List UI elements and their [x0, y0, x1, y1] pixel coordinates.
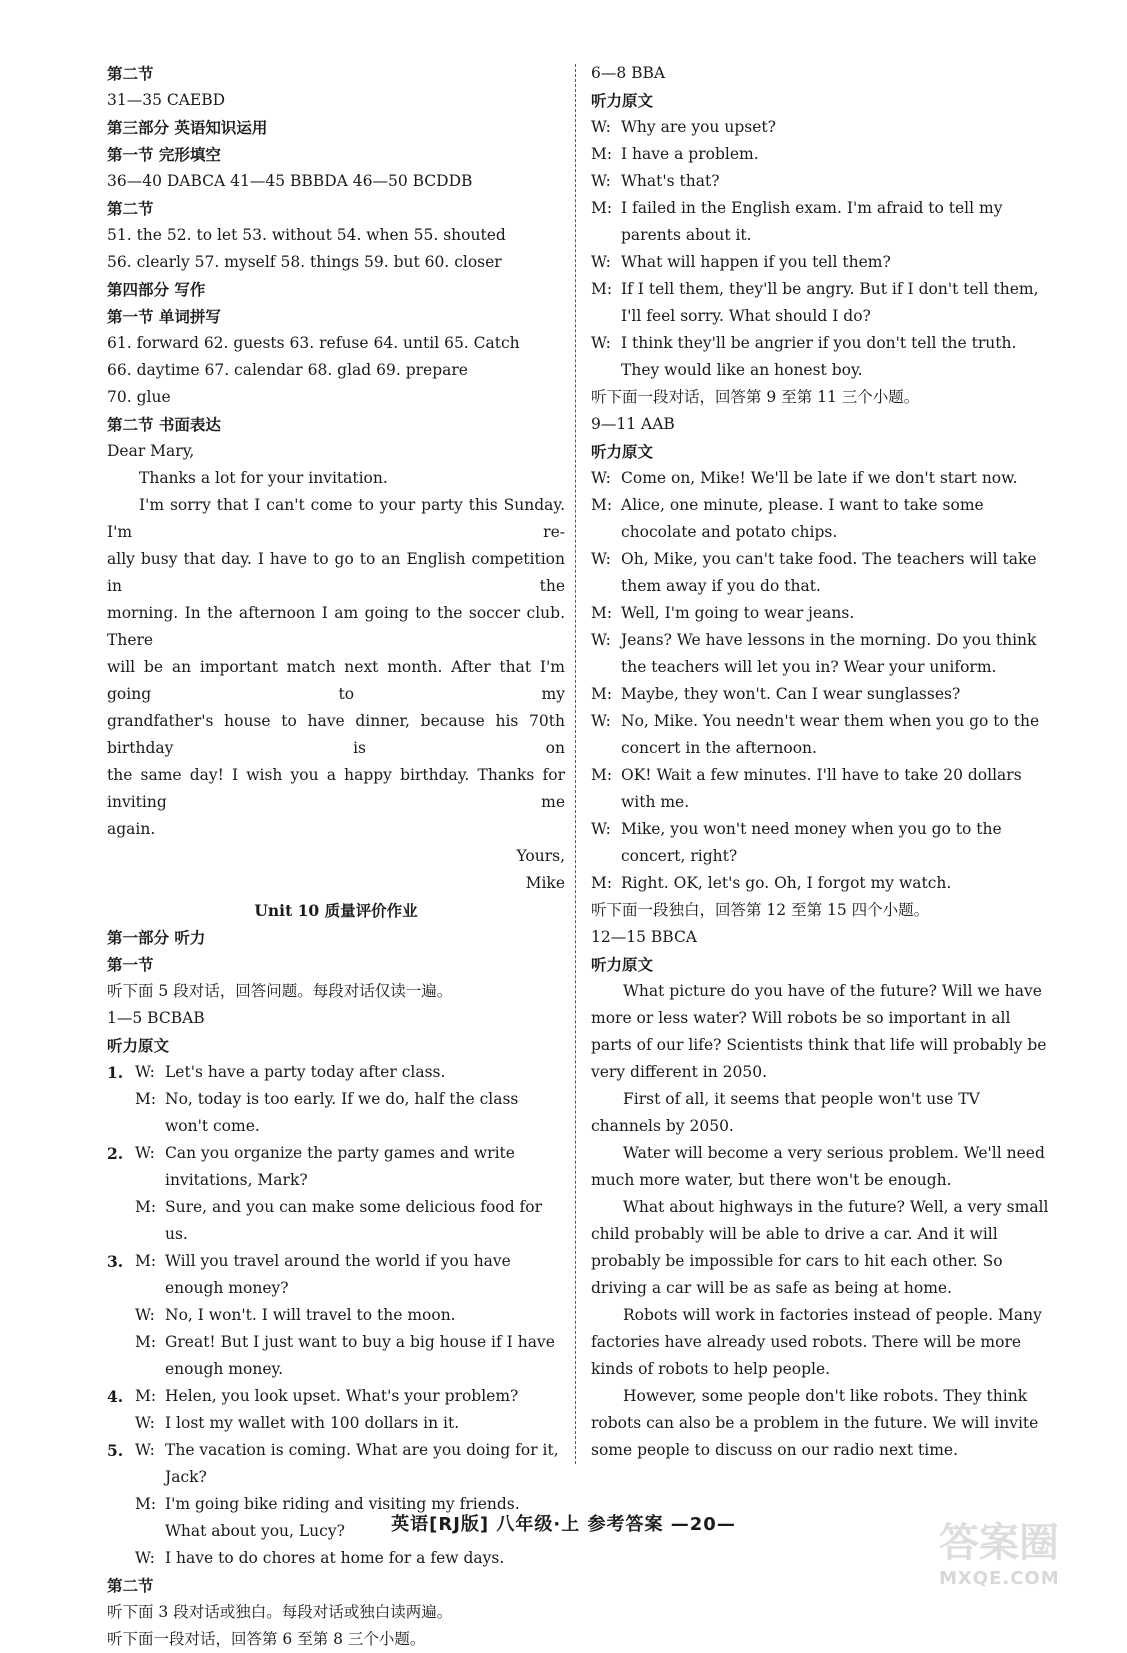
dialog-text: No, today is too early. If we do, half the class won't come. [165, 1090, 519, 1135]
speaker-label: W: [135, 1144, 155, 1162]
speaker-label: M: [591, 145, 613, 163]
letter-line: will be an important match next month. After that I'm going to my [107, 658, 565, 703]
answer-line: 6—8 BBA [591, 64, 666, 82]
speaker-label: M: [591, 766, 613, 784]
transcript-heading: 听力原文 [591, 955, 654, 974]
speaker-label: M: [591, 604, 613, 622]
dialog-number: 1. [107, 1063, 124, 1082]
answer-line: 56. clearly 57. myself 58. things 59. but 60. closer [107, 253, 502, 271]
speaker-label: M: [591, 685, 613, 703]
section-heading: 第二节 [107, 64, 154, 83]
speaker-label: W: [135, 1441, 155, 1459]
dialog-line [135, 1383, 565, 1410]
letter-signature: Mike [525, 874, 565, 892]
monologue-paragraph: Robots will work in factories instead of people. Many factories have already used robots. There will be more kinds of robots to help people. [591, 1306, 1042, 1378]
unit-title: Unit 10 质量评价作业 [254, 901, 418, 920]
dialog-number [107, 1545, 135, 1572]
dialog-line [135, 1194, 565, 1248]
dialog-text: I think they'll be angrier if you don't tell the truth. They would like an honest boy. [621, 334, 1017, 379]
dialog-text: Oh, Mike, you can't take food. The teachers will take them away if you do that. [621, 550, 1037, 595]
speaker-label: M: [591, 199, 613, 217]
speaker-label: M: [591, 280, 613, 298]
speaker-label: W: [591, 820, 611, 838]
dialog-text: I have to do chores at home for a few days. [165, 1549, 505, 1567]
dialog-line [107, 1059, 565, 1086]
dialog-line [591, 627, 1051, 681]
dialog-number [107, 1302, 135, 1329]
monologue-paragraph: However, some people don't like robots. They think robots can also be a problem in the future. We will invite some people to discuss on our radio next time. [591, 1387, 1039, 1459]
dialog-line [135, 1302, 565, 1329]
speaker-label: M: [135, 1387, 157, 1405]
speaker-label: M: [135, 1198, 157, 1216]
dialog-line [591, 168, 1051, 195]
speaker-label: W: [591, 172, 611, 190]
dialog-text: If I tell them, they'll be angry. But if I don't tell them, I'll feel sorry. What should I do? [621, 280, 1039, 325]
speaker-label: W: [591, 469, 611, 487]
part-heading: 第三部分 英语知识运用 [107, 118, 268, 137]
section-heading: 第一节 完形填空 [107, 145, 221, 164]
dialog-line [591, 816, 1051, 870]
dialog-line [591, 330, 1051, 384]
dialog-text: Jeans? We have lessons in the morning. Do you think the teachers will let you in? Wear your uniform. [621, 631, 1037, 676]
answer-line: 36—40 DABCA 41—45 BBBDA 46—50 BCDDB [107, 172, 473, 190]
watermark-url: MXQE.COM [939, 1568, 1060, 1589]
letter-paragraph: Thanks a lot for your invitation. [139, 469, 388, 487]
dialog-line [591, 141, 1051, 168]
monologue-paragraph: What about highways in the future? Well, a very small child probably will be able to drive a car. And it will probably be impossible for cars to hit each other. So driving a car will be as safe as being at home. [591, 1198, 1049, 1297]
dialog-line [107, 1329, 565, 1383]
dialog-line [107, 1194, 565, 1248]
dialog-text: Can you organize the party games and write invitations, Mark? [165, 1144, 515, 1189]
dialog-text: No, I won't. I will travel to the moon. [165, 1306, 456, 1324]
page-footer: 英语[RJ版] 八年级·上 参考答案 —20— [391, 1514, 736, 1535]
section-heading: 第二节 [107, 1576, 154, 1595]
speaker-label: W: [135, 1549, 155, 1567]
dialog-text: Sure, and you can make some delicious food for us. [165, 1198, 543, 1243]
dialog-text: I'm going bike riding and visiting my friends. What about you, Lucy? [165, 1495, 520, 1540]
answer-line: 9—11 AAB [591, 415, 675, 433]
answer-line: 66. daytime 67. calendar 68. glad 69. prepare [107, 361, 468, 379]
speaker-label: W: [591, 550, 611, 568]
dialog-line [135, 1059, 565, 1086]
letter-line: morning. In the afternoon I am going to the soccer club. There [107, 604, 565, 649]
dialog-text: What will happen if you tell them? [621, 253, 891, 271]
speaker-label: W: [135, 1306, 155, 1324]
dialog-number [107, 1086, 135, 1140]
instruction: 听下面一段对话，回答第 6 至第 8 三个小题。 [107, 1630, 426, 1648]
letter-line: again. [107, 820, 156, 838]
dialog-line [107, 1302, 565, 1329]
speaker-label: M: [135, 1252, 157, 1270]
instruction: 听下面 3 段对话或独白。每段对话或独白读两遍。 [107, 1603, 453, 1621]
transcript-heading: 听力原文 [591, 442, 654, 461]
speaker-label: W: [591, 334, 611, 352]
dialog-text: The vacation is coming. What are you doing for it, Jack? [165, 1441, 559, 1486]
dialog-line [107, 1545, 565, 1572]
watermark-logo: 答案圈 [939, 1520, 1059, 1566]
dialog-number: 2. [107, 1144, 124, 1163]
dialog-line [135, 1086, 565, 1140]
transcript-heading: 听力原文 [107, 1036, 170, 1055]
dialog-text: I lost my wallet with 100 dollars in it. [165, 1414, 460, 1432]
dialog-line [107, 1437, 565, 1491]
dialog-line [107, 1383, 565, 1410]
dialog-line [591, 870, 1051, 897]
dialog-text: Mike, you won't need money when you go to the concert, right? [621, 820, 1002, 865]
speaker-label: M: [135, 1333, 157, 1351]
dialog-line [591, 762, 1051, 816]
dialog-line [591, 681, 1051, 708]
speaker-label: M: [591, 496, 613, 514]
dialog-number [107, 1410, 135, 1437]
section-heading: 第二节 书面表达 [107, 415, 221, 434]
speaker-label: W: [591, 712, 611, 730]
dialog-line [591, 492, 1051, 546]
instruction: 听下面一段对话，回答第 9 至第 11 三个小题。 [591, 388, 920, 406]
dialog-line [107, 1248, 565, 1302]
instruction: 听下面一段独白，回答第 12 至第 15 四个小题。 [591, 901, 930, 919]
dialog-number [107, 1329, 135, 1383]
section-heading: 第一节 单词拼写 [107, 307, 221, 326]
dialog-line [591, 708, 1051, 762]
letter-line: ally busy that day. I have to go to an English competition in the [107, 550, 565, 595]
section-heading: 第二节 [107, 199, 154, 218]
letter-closing: Yours, [516, 847, 565, 865]
dialog-line [135, 1329, 565, 1383]
speaker-label: M: [591, 874, 613, 892]
dialog-line [107, 1410, 565, 1437]
speaker-label: W: [135, 1063, 155, 1081]
monologue-paragraph: What picture do you have of the future? Will we have more or less water? Will robots be so important in all parts of our life? Scientists think that life will probably be very different in 2050. [591, 982, 1047, 1081]
letter-greeting: Dear Mary, [107, 442, 195, 460]
dialog-line [591, 195, 1051, 249]
dialog-text: What's that? [621, 172, 720, 190]
letter-line: I'm sorry that I can't come to your party this Sunday. I'm re- [107, 496, 565, 541]
dialog-line [591, 600, 1051, 627]
speaker-label: W: [591, 118, 611, 136]
dialog-line [591, 114, 1051, 141]
dialog-text: Why are you upset? [621, 118, 776, 136]
answer-line: 1—5 BCBAB [107, 1009, 205, 1027]
dialog-text: No, Mike. You needn't wear them when you go to the concert in the afternoon. [621, 712, 1040, 757]
dialog-line [107, 1086, 565, 1140]
dialog-number: 3. [107, 1252, 124, 1271]
dialog-line [135, 1545, 565, 1572]
dialog-line [135, 1437, 565, 1491]
dialog [591, 114, 1051, 384]
dialog-line [135, 1410, 565, 1437]
dialog-line [591, 276, 1051, 330]
speaker-label: M: [135, 1495, 157, 1513]
answer-line: 61. forward 62. guests 63. refuse 64. until 65. Catch [107, 334, 520, 352]
dialog-text: Maybe, they won't. Can I wear sunglasses? [621, 685, 961, 703]
dialog-text: Let's have a party today after class. [165, 1063, 446, 1081]
right-column [591, 60, 1051, 1464]
speaker-label: W: [591, 631, 611, 649]
dialog-line [135, 1140, 565, 1194]
part-heading: 第四部分 写作 [107, 280, 206, 299]
dialog-text: Helen, you look upset. What's your problem? [165, 1387, 519, 1405]
left-column [107, 60, 565, 1653]
monologue-paragraph: First of all, it seems that people won't use TV channels by 2050. [591, 1090, 980, 1135]
dialog-line [107, 1140, 565, 1194]
answer-line: 51. the 52. to let 53. without 54. when 55. shouted [107, 226, 506, 244]
answer-line: 70. glue [107, 388, 171, 406]
dialog-text: I have a problem. [621, 145, 759, 163]
column-divider [575, 64, 576, 1464]
watermark [939, 1511, 1109, 1589]
dialog-text: OK! Wait a few minutes. I'll have to take 20 dollars with me. [621, 766, 1022, 811]
dialog-line [591, 249, 1051, 276]
dialog-text: Will you travel around the world if you have enough money? [165, 1252, 511, 1297]
speaker-label: W: [591, 253, 611, 271]
dialog-text: Alice, one minute, please. I want to take some chocolate and potato chips. [621, 496, 984, 541]
dialog-list [107, 1059, 565, 1572]
section-heading: 第一节 [107, 955, 154, 974]
dialog-text: Come on, Mike! We'll be late if we don't start now. [621, 469, 1018, 487]
transcript-heading: 听力原文 [591, 91, 654, 110]
dialog-number [107, 1194, 135, 1248]
dialog-text: Right. OK, let's go. Oh, I forgot my watch. [621, 874, 952, 892]
dialog-line [591, 465, 1051, 492]
instruction: 听下面 5 段对话，回答问题。每段对话仅读一遍。 [107, 982, 453, 1000]
monologue-paragraph: Water will become a very serious problem. We'll need much more water, but there won't be enough. [591, 1144, 1045, 1189]
part-heading: 第一部分 听力 [107, 928, 206, 947]
dialog-text: Great! But I just want to buy a big house if I have enough money. [165, 1333, 555, 1378]
letter-line: grandfather's house to have dinner, because his 70th birthday is on [107, 712, 565, 757]
dialog-number: 5. [107, 1441, 124, 1460]
dialog [591, 465, 1051, 897]
dialog-number: 4. [107, 1387, 124, 1406]
dialog-text: I failed in the English exam. I'm afraid to tell my parents about it. [621, 199, 1003, 244]
dialog-line [591, 546, 1051, 600]
dialog-text: Well, I'm going to wear jeans. [621, 604, 855, 622]
speaker-label: M: [135, 1090, 157, 1108]
dialog-line [135, 1248, 565, 1302]
answer-line: 12—15 BBCA [591, 928, 697, 946]
answer-line: 31—35 CAEBD [107, 91, 226, 109]
letter-line: the same day! I wish you a happy birthday. Thanks for inviting me [107, 766, 565, 811]
speaker-label: W: [135, 1414, 155, 1432]
